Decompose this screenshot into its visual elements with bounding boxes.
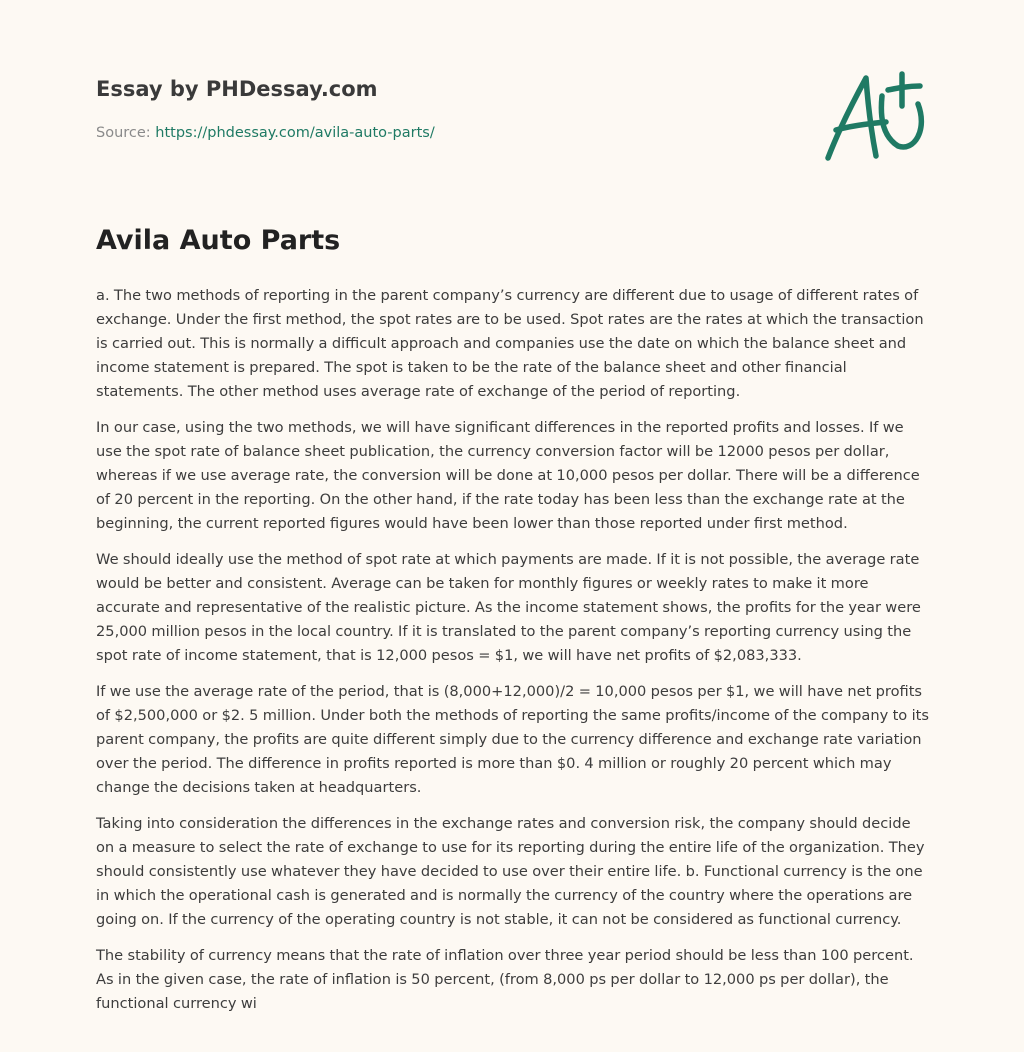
essay-paragraph: The stability of currency means that the rate of inflation over three year period should be less than 100 percent. As in the given case, the rate of inflation is 50 percent, (from 8,000 ps per dollar to 12,000 ps per dollar), the functional currency wi bbox=[96, 946, 914, 1013]
essay-title: Avila Auto Parts bbox=[96, 225, 341, 256]
essay-paragraph: Taking into consideration the differences in the exchange rates and conversion risk, the company should decide on a measure to select the rate of exchange to use for its reporting during the entire life of the organization. They should consistently use whatever they have decided to use over their entire life. b. Functional currency is the one in which the operational cash is generated and is normally the currency of the country where the operations are going on. If the currency of the operating country is not stable, it can not be considered as functional currency. bbox=[96, 814, 925, 929]
essay-paragraph: a. The two methods of reporting in the parent company’s currency are different due to usage of different rates of exchange. Under the first method, the spot rates are to be used. Spot rates are the rates at which the transaction is carried out. This is normally a difficult approach and companies use the date on which the balance sheet and income statement is prepared. The spot is taken to be the rate of the balance sheet and other financial statements. The other method uses average rate of exchange of the period of reporting. bbox=[96, 287, 924, 401]
source-label: Source: bbox=[96, 125, 156, 141]
essay-paragraph: In our case, using the two methods, we will have significant differences in the reported profits and losses. If we use the spot rate of balance sheet publication, the currency conversion factor will be 12000 pesos per dollar, whereas if we use average rate, the conversion will be done at 10,000 pesos per dollar. There will be a difference of 20 percent in the reporting. On the other hand, if the rate today has been less than the exchange rate at the beginning, the current reported figures would have been lower than those reported under first method. bbox=[96, 418, 920, 533]
source-link[interactable]: https://phdessay.com/avila-auto-parts/ bbox=[155, 125, 435, 141]
essay-paragraph: If we use the average rate of the period, that is (8,000+12,000)/2 = 10,000 pesos per $1, we will have net profits of $2,500,000 or $2. 5 million. Under both the methods of reporting the same profits/income of the company to its parent company, the profits are quite different simply due to the currency difference and exchange rate variation over the period. The difference in profits reported is more than $0. 4 million or roughly 20 percent which may change the decisions taken at headquarters. bbox=[96, 682, 929, 797]
site-title: Essay by PHDessay.com bbox=[96, 77, 378, 101]
a-plus-logo-icon bbox=[816, 66, 932, 166]
essay-body bbox=[96, 284, 932, 1028]
essay-paragraph: We should ideally use the method of spot rate at which payments are made. If it is not possible, the average rate would be better and consistent. Average can be taken for monthly figures or weekly rates to make it more accurate and representative of the realistic picture. As the income statement shows, the profits for the year were 25,000 million pesos in the local country. If it is translated to the parent company’s reporting currency using the spot rate of income statement, that is 12,000 pesos = $1, we will have net profits of $2,083,333. bbox=[96, 550, 921, 665]
source-line bbox=[96, 125, 435, 141]
